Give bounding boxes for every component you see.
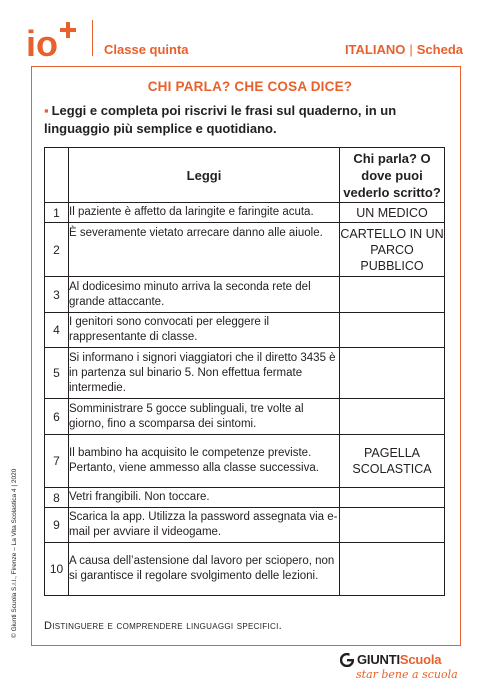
brand-tagline: star bene a scuola	[356, 668, 458, 681]
brand-name-part1: GIUNTI	[357, 652, 400, 667]
instruction	[44, 102, 454, 138]
row-number: 7	[45, 435, 69, 488]
row-sentence: Si informano i signori viaggiatori che il diretto 3435 è in partenza sul binario 5. Non effettua fermate intermedie.	[69, 348, 340, 399]
giunti-g-icon	[340, 653, 354, 667]
table-row	[45, 435, 445, 488]
header-answer: Chi parla? O dove puoi vederlo scritto?	[340, 148, 445, 203]
table-row	[45, 277, 445, 313]
row-answer[interactable]	[340, 543, 445, 596]
subject-separator: |	[409, 42, 413, 57]
table-row	[45, 313, 445, 348]
class-label: Classe quinta	[104, 42, 189, 57]
row-number: 1	[45, 203, 69, 223]
row-number: 3	[45, 277, 69, 313]
row-number: 5	[45, 348, 69, 399]
skill-note: Distinguere e comprendere linguaggi specifici.	[44, 620, 282, 632]
brand-name-part2: Scuola	[399, 652, 442, 667]
header-divider	[92, 20, 93, 56]
giunti-scuola-brand	[340, 652, 460, 681]
row-sentence: È severamente vietato arrecare danno alle aiuole.	[69, 223, 340, 277]
row-answer[interactable]: CARTELLO IN UN PARCO PUBBLICO	[340, 223, 445, 277]
worksheet-title: CHI PARLA? CHE COSA DICE?	[147, 79, 353, 94]
row-answer[interactable]	[340, 508, 445, 543]
row-number: 6	[45, 399, 69, 435]
table-row	[45, 488, 445, 508]
row-number: 10	[45, 543, 69, 596]
io-plus-logo	[26, 18, 84, 62]
row-answer[interactable]: UN MEDICO	[340, 203, 445, 223]
row-answer[interactable]: PAGELLA SCOLASTICA	[340, 435, 445, 488]
row-sentence: Scarica la app. Utilizza la password assegnata via e-mail per avviare il videogame.	[69, 508, 340, 543]
table-row	[45, 223, 445, 277]
table-row	[45, 203, 445, 223]
sheet-label: Scheda	[416, 42, 463, 57]
row-sentence: I genitori sono convocati per eleggere il rappresentante di classe.	[69, 313, 340, 348]
table-row	[45, 508, 445, 543]
row-sentence: Somministrare 5 gocce sublinguali, tre volte al giorno, fino a scomparsa dei sintomi.	[69, 399, 340, 435]
subject-area	[345, 42, 463, 57]
row-sentence: Il paziente è affetto da laringite e faringite acuta.	[69, 203, 340, 223]
row-sentence: Al dodicesimo minuto arriva la seconda rete del grande attaccante.	[69, 277, 340, 313]
row-answer[interactable]	[340, 313, 445, 348]
bullet-icon: ▪	[44, 103, 49, 118]
svg-text:io: io	[26, 23, 58, 62]
table-row	[45, 399, 445, 435]
row-number: 4	[45, 313, 69, 348]
row-answer[interactable]	[340, 277, 445, 313]
brand-name	[357, 652, 441, 667]
instruction-text: Leggi e completa poi riscrivi le frasi sul quaderno, in un linguaggio più semplice e quotidiano.	[44, 103, 397, 136]
row-number: 2	[45, 223, 69, 277]
row-answer[interactable]	[340, 399, 445, 435]
header-number	[45, 148, 69, 203]
copyright-notice: © Giunti Scuola S.r.l., Firenze – La Vita Scolastica 4 | 2020	[11, 468, 18, 638]
row-answer[interactable]	[340, 348, 445, 399]
table-row	[45, 348, 445, 399]
row-answer[interactable]	[340, 488, 445, 508]
exercise-table	[44, 147, 445, 596]
subject-label: ITALIANO	[344, 42, 406, 57]
row-number: 9	[45, 508, 69, 543]
row-number: 8	[45, 488, 69, 508]
row-sentence: A causa dell’astensione dal lavoro per sciopero, non si garantisce il regolare svolgimento delle lezioni.	[69, 543, 340, 596]
table-header-row	[45, 148, 445, 203]
row-sentence: Vetri frangibili. Non toccare.	[69, 488, 340, 508]
table-row	[45, 543, 445, 596]
header-read: Leggi	[69, 148, 340, 203]
row-sentence: Il bambino ha acquisito le competenze previste. Pertanto, viene ammesso alla classe successiva.	[69, 435, 340, 488]
